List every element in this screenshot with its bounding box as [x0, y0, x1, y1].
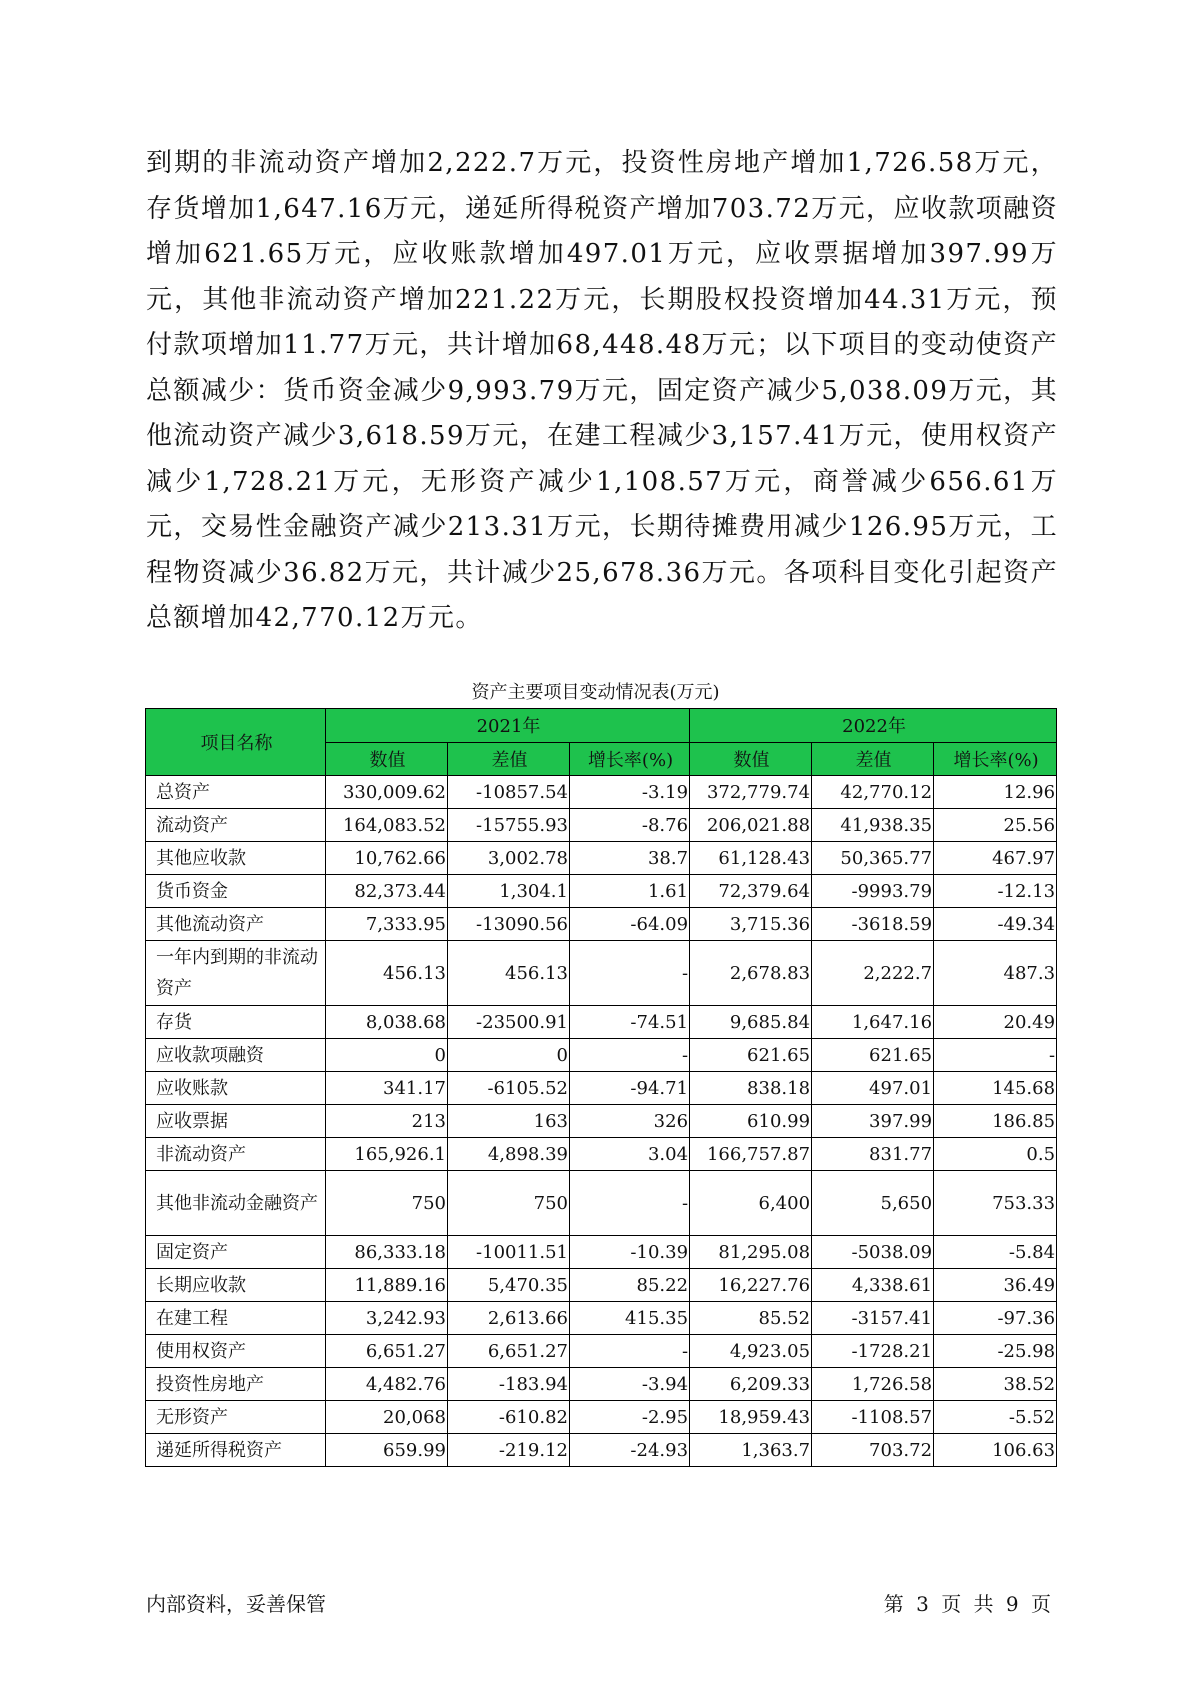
row-label: 货币资金	[146, 875, 326, 908]
cell-value: 750	[448, 1171, 570, 1236]
cell-value: -9993.79	[812, 875, 934, 908]
table-row	[146, 1138, 1057, 1171]
table-row	[146, 1434, 1057, 1467]
cell-value: 38.52	[934, 1368, 1057, 1401]
header-growth-2021: 增长率(%)	[570, 742, 690, 776]
cell-value: 703.72	[812, 1434, 934, 1467]
cell-value: -3.19	[570, 776, 690, 809]
row-label: 使用权资产	[146, 1335, 326, 1368]
cell-value: 5,650	[812, 1171, 934, 1236]
cell-value: 106.63	[934, 1434, 1057, 1467]
table-row	[146, 776, 1057, 809]
cell-value: 372,779.74	[690, 776, 812, 809]
cell-value: 1,304.1	[448, 875, 570, 908]
row-label: 流动资产	[146, 809, 326, 842]
cell-value: 50,365.77	[812, 842, 934, 875]
table-row	[146, 1039, 1057, 1072]
cell-value: 3.04	[570, 1138, 690, 1171]
row-label: 总资产	[146, 776, 326, 809]
cell-value: -24.93	[570, 1434, 690, 1467]
cell-value: 145.68	[934, 1072, 1057, 1105]
cell-value: -	[570, 1171, 690, 1236]
cell-value: 4,482.76	[326, 1368, 448, 1401]
cell-value: 18,959.43	[690, 1401, 812, 1434]
header-value-2022: 数值	[690, 742, 812, 776]
cell-value: 82,373.44	[326, 875, 448, 908]
row-label: 递延所得税资产	[146, 1434, 326, 1467]
cell-value: 2,678.83	[690, 941, 812, 1006]
cell-value: -	[570, 1039, 690, 1072]
cell-value: -2.95	[570, 1401, 690, 1434]
table-title: 资产主要项目变动情况表(万元)	[471, 682, 720, 703]
header-growth-2022: 增长率(%)	[934, 742, 1057, 776]
table-body	[146, 776, 1057, 1467]
cell-value: 7,333.95	[326, 908, 448, 941]
cell-value: -94.71	[570, 1072, 690, 1105]
cell-value: 12.96	[934, 776, 1057, 809]
cell-value: 206,021.88	[690, 809, 812, 842]
cell-value: 467.97	[934, 842, 1057, 875]
cell-value: 38.7	[570, 842, 690, 875]
cell-value: 41,938.35	[812, 809, 934, 842]
cell-value: 72,379.64	[690, 875, 812, 908]
body-paragraph: 到期的非流动资产增加2,222.7万元，投资性房地产增加1,726.58万元，存货增加1,647.16万元，递延所得税资产增加703.72万元，应收款项融资增加621.65万元，应收账款增加497.01万元，应收票据增加397.99万元，其他非流动资产增加221.22万元，长期股权投资增加44.31万元，预付款项增加11.77万元，共计增加68,448.48万元；以下项目的变动使资产总额减少：货币资金减少9,993.79万元，固定资产减少5,038.09万元，其他流动资产减少3,618.59万元，在建工程减少3,157.41万元，使用权资产减少1,728.21万元，无形资产减少1,108.57万元，商誉减少656.61万元，交易性金融资产减少213.31万元，长期待摊费用减少126.95万元，工程物资减少36.82万元，共计减少25,678.36万元。各项科目变化引起资产总额增加42,770.12万元。	[146, 148, 1058, 633]
cell-value: -1728.21	[812, 1335, 934, 1368]
cell-value: 9,685.84	[690, 1006, 812, 1039]
cell-value: 659.99	[326, 1434, 448, 1467]
header-diff-2021: 差值	[448, 742, 570, 776]
table-row	[146, 1171, 1057, 1236]
cell-value: -64.09	[570, 908, 690, 941]
cell-value: -3157.41	[812, 1302, 934, 1335]
cell-value: -610.82	[448, 1401, 570, 1434]
table-row	[146, 1072, 1057, 1105]
cell-value: -74.51	[570, 1006, 690, 1039]
row-label: 一年内到期的非流动资产	[146, 941, 326, 1006]
cell-value: 497.01	[812, 1072, 934, 1105]
cell-value: 753.33	[934, 1171, 1057, 1236]
cell-value: 750	[326, 1171, 448, 1236]
cell-value: 164,083.52	[326, 809, 448, 842]
table-row	[146, 1335, 1057, 1368]
header-year-2022: 2022年	[690, 709, 1057, 743]
table-row	[146, 1236, 1057, 1269]
cell-value: -1108.57	[812, 1401, 934, 1434]
cell-value: 8,038.68	[326, 1006, 448, 1039]
cell-value: -10.39	[570, 1236, 690, 1269]
table-row	[146, 908, 1057, 941]
row-label: 固定资产	[146, 1236, 326, 1269]
cell-value: 36.49	[934, 1269, 1057, 1302]
cell-value: 397.99	[812, 1105, 934, 1138]
table-row	[146, 1368, 1057, 1401]
row-label: 在建工程	[146, 1302, 326, 1335]
cell-value: -5.84	[934, 1236, 1057, 1269]
asset-change-table	[145, 708, 1057, 1467]
cell-value: 4,923.05	[690, 1335, 812, 1368]
cell-value: -12.13	[934, 875, 1057, 908]
table-row	[146, 941, 1057, 1006]
table-row	[146, 1105, 1057, 1138]
table-row	[146, 1006, 1057, 1039]
cell-value: 456.13	[326, 941, 448, 1006]
cell-value: 415.35	[570, 1302, 690, 1335]
table-row	[146, 1401, 1057, 1434]
cell-value: -15755.93	[448, 809, 570, 842]
cell-value: 86,333.18	[326, 1236, 448, 1269]
cell-value: 0.5	[934, 1138, 1057, 1171]
cell-value: 1,726.58	[812, 1368, 934, 1401]
row-label: 非流动资产	[146, 1138, 326, 1171]
cell-value: 326	[570, 1105, 690, 1138]
cell-value: 3,715.36	[690, 908, 812, 941]
cell-value: 0	[326, 1039, 448, 1072]
cell-value: 163	[448, 1105, 570, 1138]
cell-value: -10857.54	[448, 776, 570, 809]
table-row	[146, 809, 1057, 842]
header-value-2021: 数值	[326, 742, 448, 776]
cell-value: -	[934, 1039, 1057, 1072]
cell-value: 11,889.16	[326, 1269, 448, 1302]
cell-value: -6105.52	[448, 1072, 570, 1105]
header-year-2021: 2021年	[326, 709, 690, 743]
cell-value: -23500.91	[448, 1006, 570, 1039]
row-label: 其他非流动金融资产	[146, 1171, 326, 1236]
cell-value: 621.65	[812, 1039, 934, 1072]
cell-value: 5,470.35	[448, 1269, 570, 1302]
cell-value: -10011.51	[448, 1236, 570, 1269]
cell-value: 10,762.66	[326, 842, 448, 875]
cell-value: -49.34	[934, 908, 1057, 941]
cell-value: 2,613.66	[448, 1302, 570, 1335]
cell-value: 165,926.1	[326, 1138, 448, 1171]
footer-page-number: 第 3 页 共 9 页	[883, 1592, 1051, 1616]
cell-value: -8.76	[570, 809, 690, 842]
cell-value: 186.85	[934, 1105, 1057, 1138]
row-label: 长期应收款	[146, 1269, 326, 1302]
cell-value: 3,242.93	[326, 1302, 448, 1335]
cell-value: 610.99	[690, 1105, 812, 1138]
cell-value: 2,222.7	[812, 941, 934, 1006]
footer-confidential-note: 内部资料，妥善保管	[146, 1592, 326, 1616]
row-label: 应收票据	[146, 1105, 326, 1138]
cell-value: 166,757.87	[690, 1138, 812, 1171]
row-label: 应收款项融资	[146, 1039, 326, 1072]
cell-value: 42,770.12	[812, 776, 934, 809]
cell-value: 85.52	[690, 1302, 812, 1335]
cell-value: 1,647.16	[812, 1006, 934, 1039]
row-label: 投资性房地产	[146, 1368, 326, 1401]
cell-value: 213	[326, 1105, 448, 1138]
table-row	[146, 1302, 1057, 1335]
cell-value: -183.94	[448, 1368, 570, 1401]
table-row	[146, 875, 1057, 908]
cell-value: -25.98	[934, 1335, 1057, 1368]
header-item-name: 项目名称	[146, 709, 326, 776]
cell-value: 20.49	[934, 1006, 1057, 1039]
cell-value: 456.13	[448, 941, 570, 1006]
cell-value: -	[570, 941, 690, 1006]
cell-value: 20,068	[326, 1401, 448, 1434]
cell-value: 330,009.62	[326, 776, 448, 809]
cell-value: 61,128.43	[690, 842, 812, 875]
cell-value: 6,651.27	[326, 1335, 448, 1368]
table-row	[146, 842, 1057, 875]
cell-value: -97.36	[934, 1302, 1057, 1335]
cell-value: 81,295.08	[690, 1236, 812, 1269]
row-label: 其他应收款	[146, 842, 326, 875]
cell-value: 3,002.78	[448, 842, 570, 875]
cell-value: 6,400	[690, 1171, 812, 1236]
cell-value: 6,651.27	[448, 1335, 570, 1368]
row-label: 应收账款	[146, 1072, 326, 1105]
cell-value: 1.61	[570, 875, 690, 908]
cell-value: 25.56	[934, 809, 1057, 842]
cell-value: 838.18	[690, 1072, 812, 1105]
row-label: 其他流动资产	[146, 908, 326, 941]
cell-value: 4,898.39	[448, 1138, 570, 1171]
cell-value: 16,227.76	[690, 1269, 812, 1302]
cell-value: -3.94	[570, 1368, 690, 1401]
cell-value: 4,338.61	[812, 1269, 934, 1302]
cell-value: -5038.09	[812, 1236, 934, 1269]
row-label: 存货	[146, 1006, 326, 1039]
cell-value: 341.17	[326, 1072, 448, 1105]
cell-value: 0	[448, 1039, 570, 1072]
cell-value: 6,209.33	[690, 1368, 812, 1401]
cell-value: -219.12	[448, 1434, 570, 1467]
cell-value: 1,363.7	[690, 1434, 812, 1467]
cell-value: -13090.56	[448, 908, 570, 941]
cell-value: 487.3	[934, 941, 1057, 1006]
table-row	[146, 1269, 1057, 1302]
row-label: 无形资产	[146, 1401, 326, 1434]
cell-value: -3618.59	[812, 908, 934, 941]
cell-value: -	[570, 1335, 690, 1368]
cell-value: 621.65	[690, 1039, 812, 1072]
cell-value: 831.77	[812, 1138, 934, 1171]
cell-value: 85.22	[570, 1269, 690, 1302]
header-diff-2022: 差值	[812, 742, 934, 776]
cell-value: -5.52	[934, 1401, 1057, 1434]
